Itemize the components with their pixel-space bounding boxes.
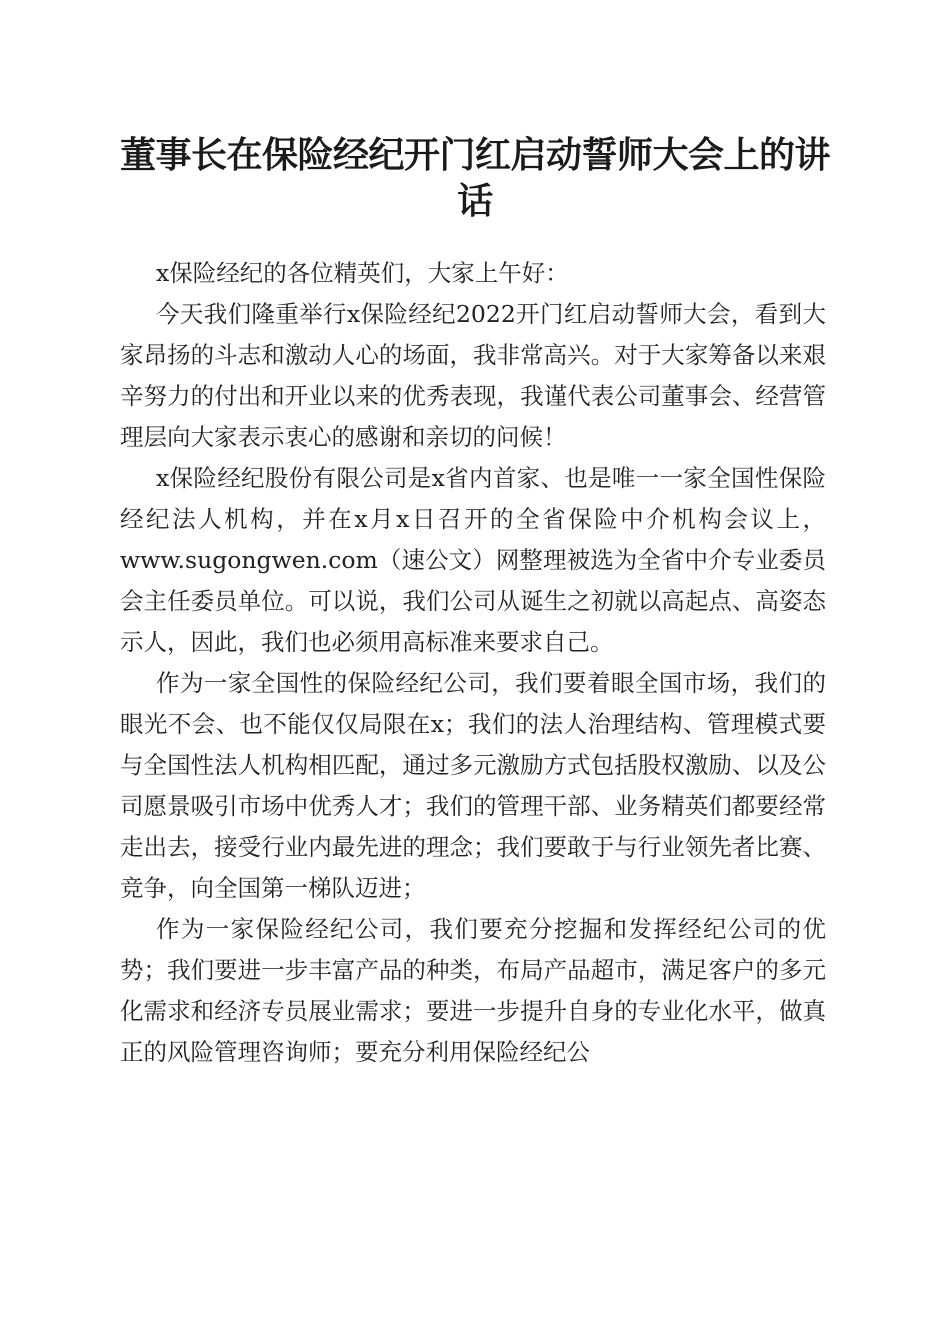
body-paragraph: 今天我们隆重举行x保险经纪2022开门红启动誓师大会，看到大家昂扬的斗志和激动人心的场面，我非常高兴。对于大家筹备以来艰辛努力的付出和开业以来的优秀表现，我谨代表公司董事会、经营管理层向大家表示衷心的感谢和亲切的问候！	[120, 300, 826, 451]
document-body	[120, 253, 826, 1073]
body-paragraph: 作为一家保险经纪公司，我们要充分挖掘和发挥经纪公司的优势；我们要进一步丰富产品的种类，布局产品超市，满足客户的多元化需求和经济专员展业需求；要进一步提升自身的专业化水平，做真正的风险管理咨询师；要充分利用保险经纪公	[120, 915, 826, 1066]
salutation-paragraph: x保险经纪的各位精英们，大家上午好：	[156, 259, 569, 287]
document-title: 董事长在保险经纪开门红启动誓师大会上的讲话	[119, 134, 830, 222]
body-paragraph: 作为一家全国性的保险经纪公司，我们要着眼全国市场，我们的眼光不会、也不能仅仅局限在x；我们的法人治理结构、管理模式要与全国性法人机构相匹配，通过多元激励方式包括股权激励、以及公司愿景吸引市场中优秀人才；我们的管理干部、业务精英们都要经常走出去，接受行业内最先进的理念；我们要敢于与行业领先者比赛、竞争，向全国第一梯队迈进；	[120, 669, 826, 902]
body-paragraph: x保险经纪股份有限公司是x省内首家、也是唯一一家全国性保险经纪法人机构，并在x月x日召开的全省保险中介机构会议上，www.sugongwen.com（速公文）网整理被选为全省中介专业委员会主任委员单位。可以说，我们公司从诞生之初就以高起点、高姿态示人，因此，我们也必须用高标准来要求自己。	[120, 464, 826, 656]
